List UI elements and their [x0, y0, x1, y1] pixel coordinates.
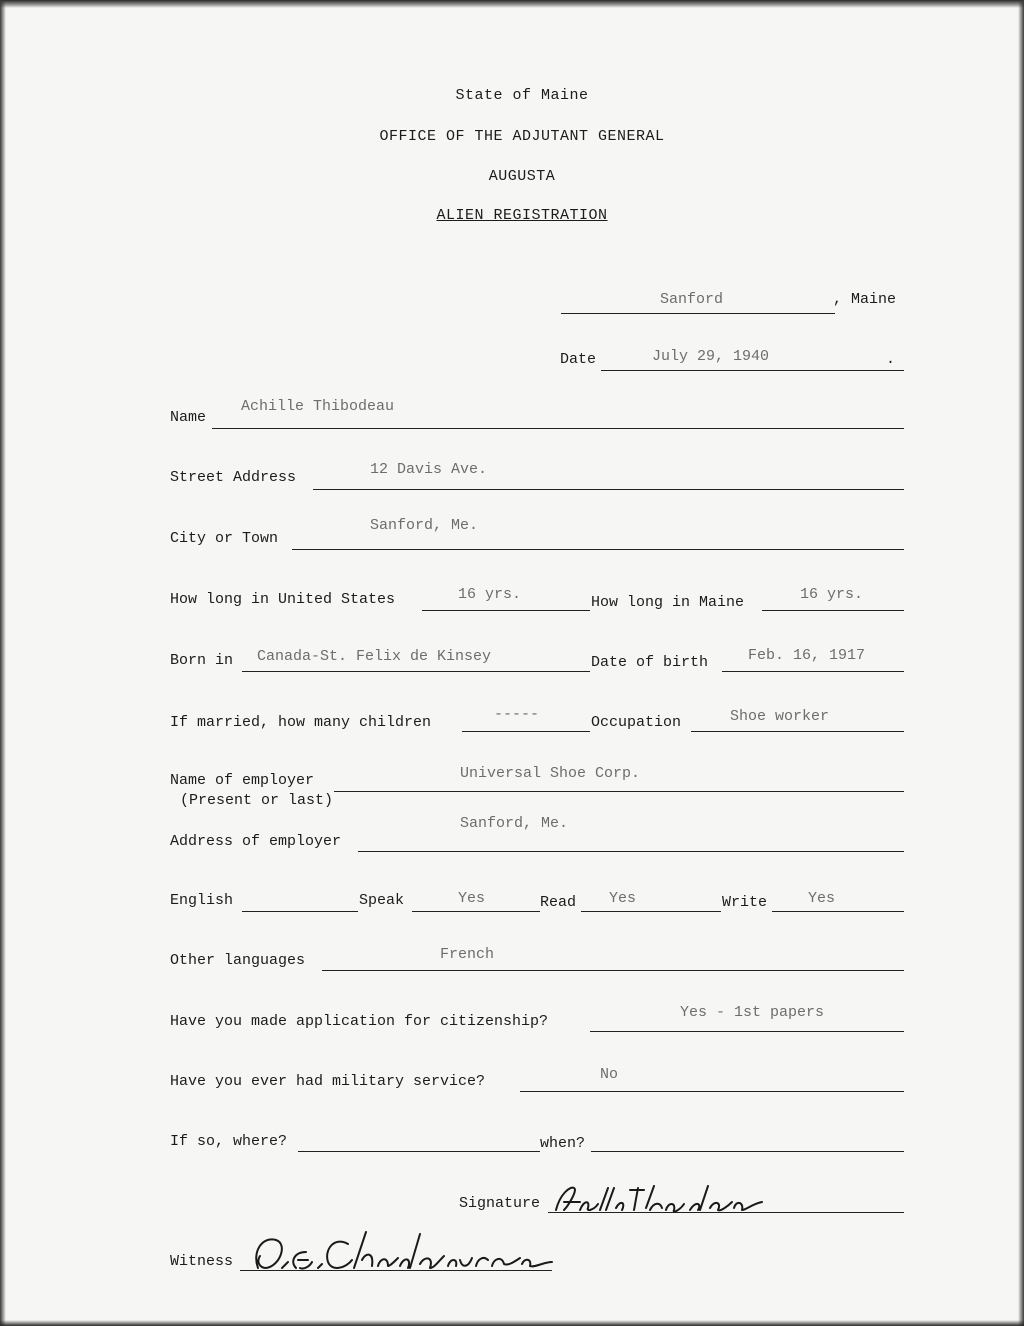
city-value: Sanford, Me.: [370, 517, 479, 534]
date-label: Date: [560, 351, 597, 368]
when-label: when?: [540, 1135, 586, 1152]
military-line: [520, 1091, 904, 1092]
name-label: Name: [170, 409, 207, 426]
scan-edge-top: [0, 0, 1024, 8]
citizenship-line: [590, 1031, 904, 1032]
dob-label: Date of birth: [591, 654, 709, 671]
occupation-label: Occupation: [591, 714, 682, 731]
other-languages-line: [322, 970, 904, 971]
witness-label: Witness: [170, 1253, 234, 1270]
write-value: Yes: [808, 890, 836, 907]
town-value: Sanford: [660, 291, 724, 308]
other-languages-label: Other languages: [170, 952, 306, 969]
read-line: [581, 911, 721, 912]
born-line: [242, 671, 590, 672]
employer-address-value: Sanford, Me.: [460, 815, 569, 832]
name-value: Achille Thibodeau: [241, 398, 395, 415]
citizenship-label: Have you made application for citizenship?: [170, 1013, 549, 1030]
read-label: Read: [540, 894, 577, 911]
street-line: [313, 489, 904, 490]
street-label: Street Address: [170, 469, 297, 486]
employer-line: [334, 791, 904, 792]
city-line: [292, 549, 904, 550]
other-languages-value: French: [440, 946, 495, 963]
form-title: ALIEN REGISTRATION: [436, 207, 608, 224]
town-line: [561, 313, 835, 314]
header-city: AUGUSTA: [488, 168, 556, 185]
signature-label: Signature: [459, 1195, 541, 1212]
signature-handwriting: [550, 1180, 770, 1220]
header-office: OFFICE OF THE ADJUTANT GENERAL: [379, 128, 665, 145]
military-label: Have you ever had military service?: [170, 1073, 486, 1090]
us-time-value: 16 yrs.: [458, 586, 522, 603]
where-label: If so, where?: [170, 1133, 288, 1150]
children-line: [462, 731, 590, 732]
occupation-value: Shoe worker: [730, 708, 830, 725]
dob-line: [722, 671, 904, 672]
city-label: City or Town: [170, 530, 279, 547]
employer-address-label: Address of employer: [170, 833, 342, 850]
english-label: English: [170, 892, 234, 909]
write-label: Write: [722, 894, 768, 911]
english-line: [242, 911, 358, 912]
employer-label: Name of employer: [170, 772, 315, 789]
maine-time-line: [762, 610, 904, 611]
born-value: Canada-St. Felix de Kinsey: [257, 648, 492, 665]
witness-handwriting: [248, 1222, 558, 1278]
us-time-label: How long in United States: [170, 591, 396, 608]
scan-edge-right: [1018, 0, 1024, 1326]
citizenship-value: Yes - 1st papers: [680, 1004, 825, 1021]
born-label: Born in: [170, 652, 234, 669]
scan-edge-bottom: [0, 1320, 1024, 1326]
date-end-mark: .: [886, 351, 896, 368]
date-line: [601, 370, 904, 371]
employer-address-line: [358, 851, 904, 852]
maine-time-value: 16 yrs.: [800, 586, 864, 603]
write-line: [772, 911, 904, 912]
speak-line: [412, 911, 540, 912]
employer-value: Universal Shoe Corp.: [460, 765, 641, 782]
children-label: If married, how many children: [170, 714, 432, 731]
military-value: No: [600, 1066, 619, 1083]
employer-sublabel: (Present or last): [180, 792, 334, 809]
when-line: [591, 1151, 904, 1152]
occupation-line: [691, 731, 904, 732]
date-value: July 29, 1940: [652, 348, 770, 365]
header-state: State of Maine: [455, 87, 589, 104]
read-value: Yes: [609, 890, 637, 907]
name-line: [212, 428, 904, 429]
speak-value: Yes: [458, 890, 486, 907]
maine-time-label: How long in Maine: [591, 594, 745, 611]
where-line: [298, 1151, 540, 1152]
state-suffix: , Maine: [833, 291, 897, 308]
us-time-line: [422, 610, 590, 611]
speak-label: Speak: [359, 892, 405, 909]
scan-edge-left: [0, 0, 6, 1326]
dob-value: Feb. 16, 1917: [748, 647, 866, 664]
children-value: -----: [494, 706, 540, 723]
street-value: 12 Davis Ave.: [370, 461, 488, 478]
